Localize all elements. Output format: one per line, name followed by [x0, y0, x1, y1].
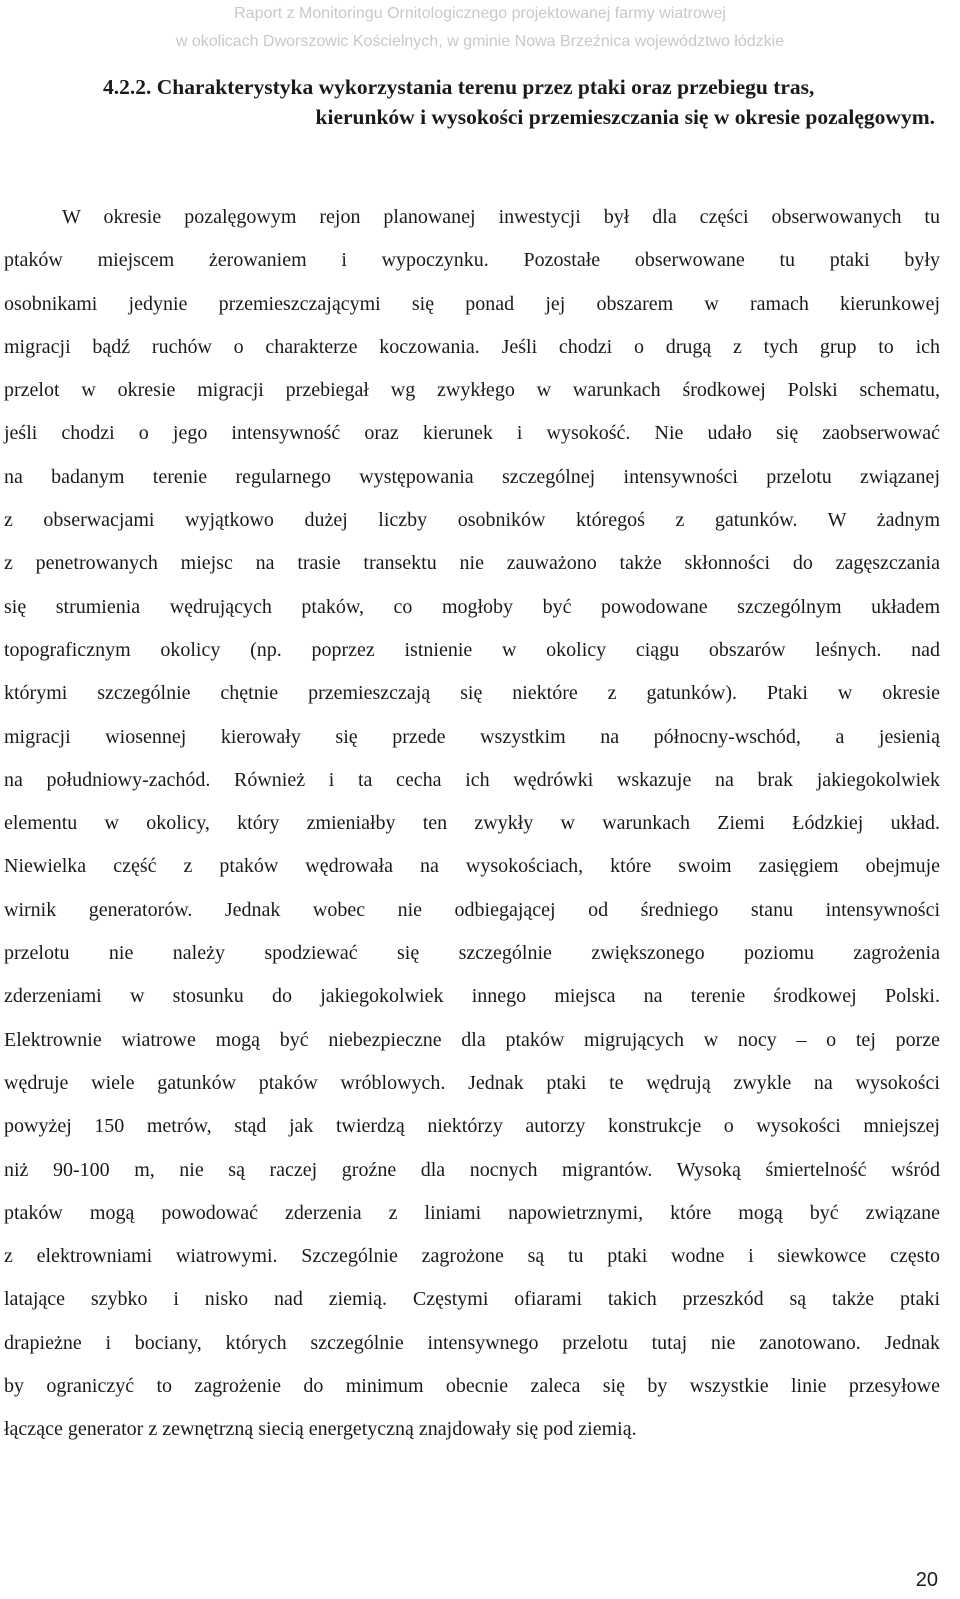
- paragraph-line: z elektrowniami wiatrowymi. Szczególnie zagrożone są tu ptaki wodne i siewkowce często: [4, 1245, 940, 1268]
- paragraph-line: Niewielka część z ptaków wędrowała na wysokościach, które swoim zasięgiem obejmuje: [4, 855, 940, 878]
- paragraph-line: na południowy-zachód. Również i ta cecha ich wędrówki wskazuje na brak jakiegokolwiek: [4, 768, 940, 791]
- running-header-line-1: Raport z Monitoringu Ornitologicznego projektowanej farmy wiatrowej: [234, 5, 726, 22]
- paragraph-line: latające szybko i nisko nad ziemią. Częstymi ofiarami takich przeszkód są także ptaki: [4, 1288, 940, 1311]
- paragraph-line: ptaków mogą powodować zderzenia z liniami napowietrznymi, które mogą być związane: [4, 1201, 940, 1224]
- paragraph-line: W okresie pozalęgowym rejon planowanej inwestycji był dla części obserwowanych tu: [62, 206, 940, 228]
- paragraph-line: wędruje wiele gatunków ptaków wróblowych. Jednak ptaki te wędrują zwykle na wysokości: [4, 1071, 940, 1094]
- paragraph-line: jeśli chodzi o jego intensywność oraz kierunek i wysokość. Nie udało się zaobserwować: [4, 422, 940, 445]
- paragraph-line: topograficznym okolicy (np. poprzez istnienie w okolicy ciągu obszarów leśnych. nad: [4, 638, 940, 661]
- running-header-line-2: w okolicach Dworszowic Kościelnych, w gminie Nowa Brzeźnica województwo łódzkie: [175, 33, 785, 50]
- paragraph-line: wirnik generatorów. Jednak wobec nie odbiegającej od średniego stanu intensywności: [4, 898, 940, 921]
- paragraph-line: osobnikami jedynie przemieszczającymi się ponad jej obszarem w ramach kierunkowej: [4, 292, 940, 315]
- paragraph-line: powyżej 150 metrów, stąd jak twierdzą niektórzy autorzy konstrukcje o wysokości mniejszej: [4, 1115, 940, 1138]
- paragraph-line: drapieżne i bociany, których szczególnie intensywnego przelotu tutaj nie zanotowano. Jednak: [4, 1331, 940, 1354]
- paragraph-line: migracji wiosennej kierowały się przede wszystkim na północny-wschód, a jesienią: [4, 725, 940, 748]
- section-heading: [103, 72, 943, 132]
- paragraph-line: by ograniczyć to zagrożenie do minimum obecnie zaleca się by wszystkie linie przesyłowe: [4, 1375, 940, 1398]
- paragraph-line: zderzeniami w stosunku do jakiegokolwiek innego miejsca na terenie środkowej Polski.: [4, 985, 940, 1008]
- paragraph-line: ptaków miejscem żerowaniem i wypoczynku. Pozostałe obserwowane tu ptaki były: [4, 249, 940, 272]
- paragraph-line: łączące generator z zewnętrzną siecią energetyczną znajdowały się pod ziemią.: [4, 1418, 637, 1441]
- paragraph-line: z obserwacjami wyjątkowo dużej liczby osobników któregoś z gatunków. W żadnym: [4, 509, 940, 532]
- paragraph-line: z penetrowanych miejsc na trasie transektu nie zauważono także skłonności do zagęszczania: [4, 552, 940, 575]
- paragraph-line: Elektrownie wiatrowe mogą być niebezpieczne dla ptaków migrujących w nocy – o tej porze: [4, 1028, 940, 1051]
- section-heading-line-1: 4.2.2. Charakterystyka wykorzystania terenu przez ptaki oraz przebiegu tras,: [103, 75, 815, 99]
- paragraph-line: elementu w okolicy, który zmieniałby ten zwykły w warunkach Ziemi Łódzkiej układ.: [4, 812, 940, 835]
- paragraph-line: migracji bądź ruchów o charakterze koczowania. Jeśli chodzi o drugą z tych grup to ich: [4, 335, 940, 358]
- paragraph-line: się strumienia wędrujących ptaków, co mogłoby być powodowane szczególnym układem: [4, 595, 940, 618]
- paragraph-line: którymi szczególnie chętnie przemieszczają się niektóre z gatunków). Ptaki w okresie: [4, 682, 940, 705]
- paragraph-line: niż 90-100 m, nie są raczej groźne dla nocnych migrantów. Wysoką śmiertelność wśród: [4, 1158, 940, 1181]
- paragraph-line: przelotu nie należy spodziewać się szczególnie zwiększonego poziomu zagrożenia: [4, 942, 940, 965]
- body-paragraph: [4, 196, 940, 1452]
- page-number: 20: [915, 1569, 938, 1591]
- paragraph-line: na badanym terenie regularnego występowania szczególnej intensywności przelotu związanej: [4, 465, 940, 488]
- section-heading-line-2: kierunków i wysokości przemieszczania się w okresie pozalęgowym.: [315, 105, 935, 129]
- paragraph-line: przelot w okresie migracji przebiegał wg zwykłego w warunkach środkowej Polski schematu,: [4, 379, 940, 402]
- running-header: [0, 0, 960, 56]
